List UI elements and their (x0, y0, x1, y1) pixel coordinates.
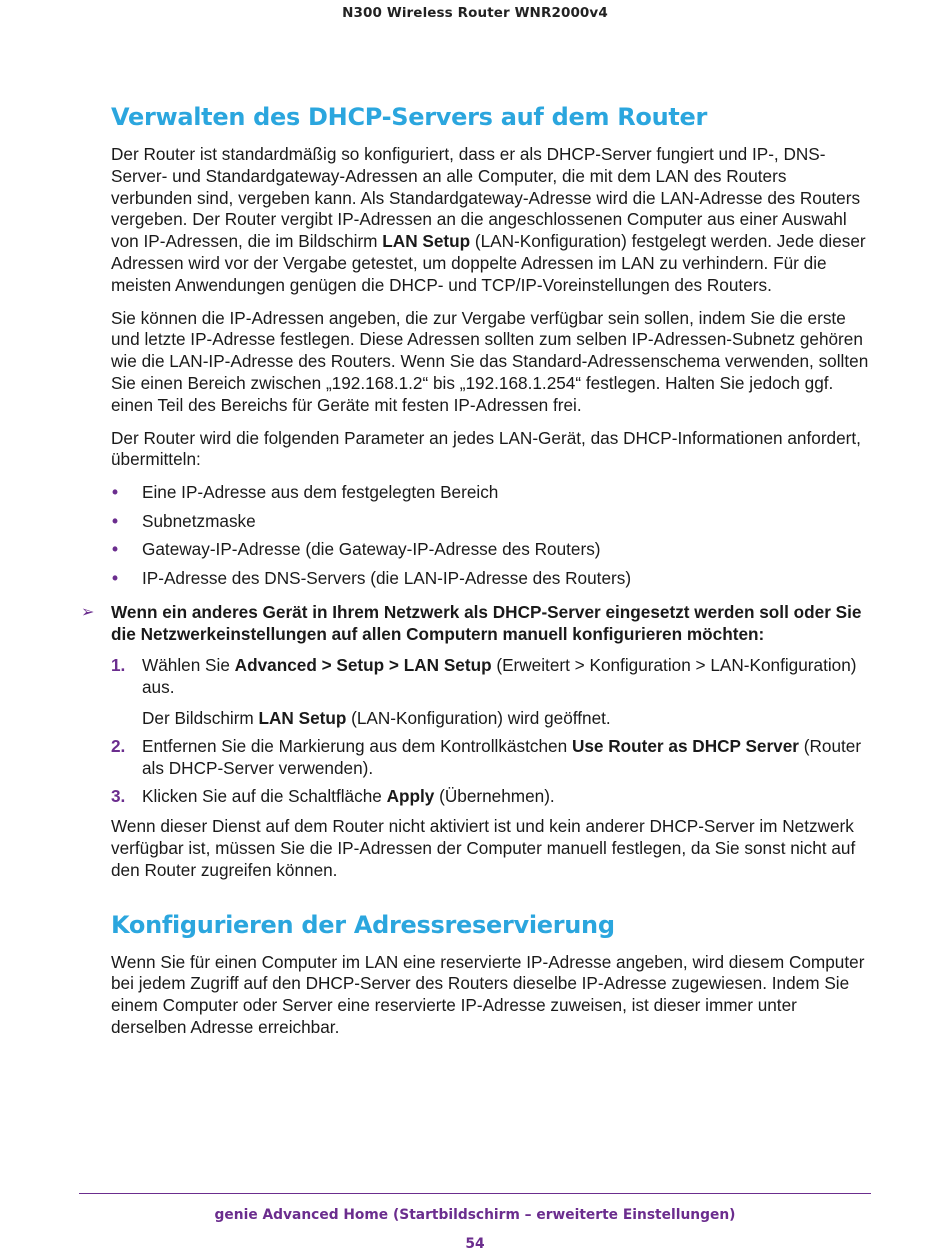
menu-path: Advanced > Setup > LAN Setup (234, 655, 492, 676)
bullet-icon: • (112, 510, 119, 531)
procedure-heading (81, 601, 871, 646)
footer-chapter-title: genie Advanced Home (Startbildschirm – erweiterte Einstellungen) (214, 1207, 736, 1223)
step-item (111, 786, 871, 808)
step-result (142, 708, 871, 730)
list-item (111, 539, 871, 561)
text-run: Entfernen Sie die Markierung aus dem Kontrollkästchen (142, 736, 572, 757)
parameter-list (111, 482, 871, 590)
button-name-apply: Apply (386, 786, 435, 807)
list-item-text: Gateway-IP-Adresse (die Gateway-IP-Adresse des Routers) (142, 539, 601, 560)
text-run: Der Bildschirm (142, 707, 259, 728)
bold-term-lan-setup: LAN Setup (382, 231, 471, 252)
checkbox-name: Use Router as DHCP Server (571, 736, 799, 757)
bullet-icon: • (112, 482, 119, 503)
list-item-text: Eine IP-Adresse aus dem festgelegten Bereich (142, 482, 499, 503)
list-item (111, 568, 871, 590)
arrow-marker-icon: ➢ (81, 603, 95, 621)
text-run: (Router als DHCP-Server verwenden). (142, 736, 862, 779)
text-run: (Übernehmen). (434, 786, 555, 807)
text-run: Wählen Sie (142, 655, 235, 676)
section-address-reservation (111, 908, 871, 1039)
list-item-text: Subnetzmaske (142, 510, 256, 531)
bold-term-lan-setup: LAN Setup (258, 707, 347, 728)
list-item-text: IP-Adresse des DNS-Servers (die LAN-IP-Adresse des Routers) (142, 567, 632, 588)
page-content (81, 100, 871, 1050)
paragraph-manual-note: Wenn dieser Dienst auf dem Router nicht aktiviert ist und kein anderer DHCP-Server im Netzwerk verfügbar ist, müssen Sie die IP-Adressen der Computer manuell festlegen, da Sie sonst nicht auf den Router zugreifen können. (111, 816, 856, 880)
text-run: Klicken Sie auf die Schaltfläche (142, 786, 387, 807)
text-run: (LAN-Konfiguration) festgelegt werden. Jede dieser Adressen wird vor der Vergabe getestet, um doppelte Adressen im LAN zu verhindern. Für die meisten Anwendungen genügen die DHCP- und TCP/IP-Voreinstellungen des Routers. (111, 231, 866, 295)
text-run: (Erweitert > Konfiguration > LAN-Konfiguration) aus. (142, 655, 857, 698)
bullet-icon: • (112, 539, 119, 560)
section-heading-dhcp: Verwalten des DHCP-Servers auf dem Router (111, 103, 708, 131)
step-number: 3. (111, 786, 126, 807)
text-run: Der Router ist standardmäßig so konfiguriert, dass er als DHCP-Server fungiert und IP-, DNS-Server- und Standardgateway-Adressen an alle Computer, die mit dem LAN des Routers verbunden sind, vergeben kann. Als Standardgateway-Adresse wird die LAN-Adresse des Routers vergeben. Der Router vergibt IP-Adressen an die angeschlossenen Computer aus einer Auswahl von IP-Adressen, die im Bildschirm (111, 144, 861, 252)
footer-divider (79, 1193, 871, 1194)
bullet-icon: • (112, 567, 119, 588)
paragraph-dhcp-intro (111, 144, 871, 297)
section-heading-reservation: Konfigurieren der Adressreservierung (111, 910, 615, 939)
procedure-steps (111, 655, 871, 808)
page-number: 54 (465, 1236, 485, 1252)
list-item (111, 482, 871, 504)
paragraph-ip-range: Sie können die IP-Adressen angeben, die zur Vergabe verfügbar sein sollen, indem Sie die erste und letzte IP-Adresse festlegen. Diese Adressen sollten zum selben IP-Adressen-Subnetz gehören wie die LAN-IP-Adresse des Routers. Wenn Sie das Standard-Adressenschema verwenden, sollten Sie einen Bereich zwischen „192.168.1.2“ bis „192.168.1.254“ festlegen. Halten Sie jedoch ggf. einen Teil des Bereichs für Geräte mit festen IP-Adressen frei. (111, 307, 869, 415)
list-item (111, 511, 871, 533)
page-header-title: N300 Wireless Router WNR2000v4 (342, 5, 608, 21)
step-number: 2. (111, 736, 126, 757)
paragraph-reservation: Wenn Sie für einen Computer im LAN eine reservierte IP-Adresse angeben, wird diesem Computer bei jedem Zugriff auf den DHCP-Server des Routers dieselbe IP-Adresse zugewiesen. Indem Sie einem Computer oder Server eine reservierte IP-Adresse zuweisen, ist dieser immer unter derselben Adresse erreichbar. (111, 951, 865, 1037)
text-run: (LAN-Konfiguration) wird geöffnet. (346, 707, 611, 728)
step-item (111, 655, 871, 729)
procedure-heading-text: Wenn ein anderes Gerät in Ihrem Netzwerk als DHCP-Server eingesetzt werden soll oder Sie die Netzwerkeinstellungen auf allen Computern manuell konfigurieren möchten: (111, 601, 862, 644)
step-item (111, 736, 871, 780)
step-number: 1. (111, 655, 126, 676)
paragraph-parameters: Der Router wird die folgenden Parameter an jedes LAN-Gerät, das DHCP-Informationen anfordert, übermitteln: (111, 427, 861, 470)
